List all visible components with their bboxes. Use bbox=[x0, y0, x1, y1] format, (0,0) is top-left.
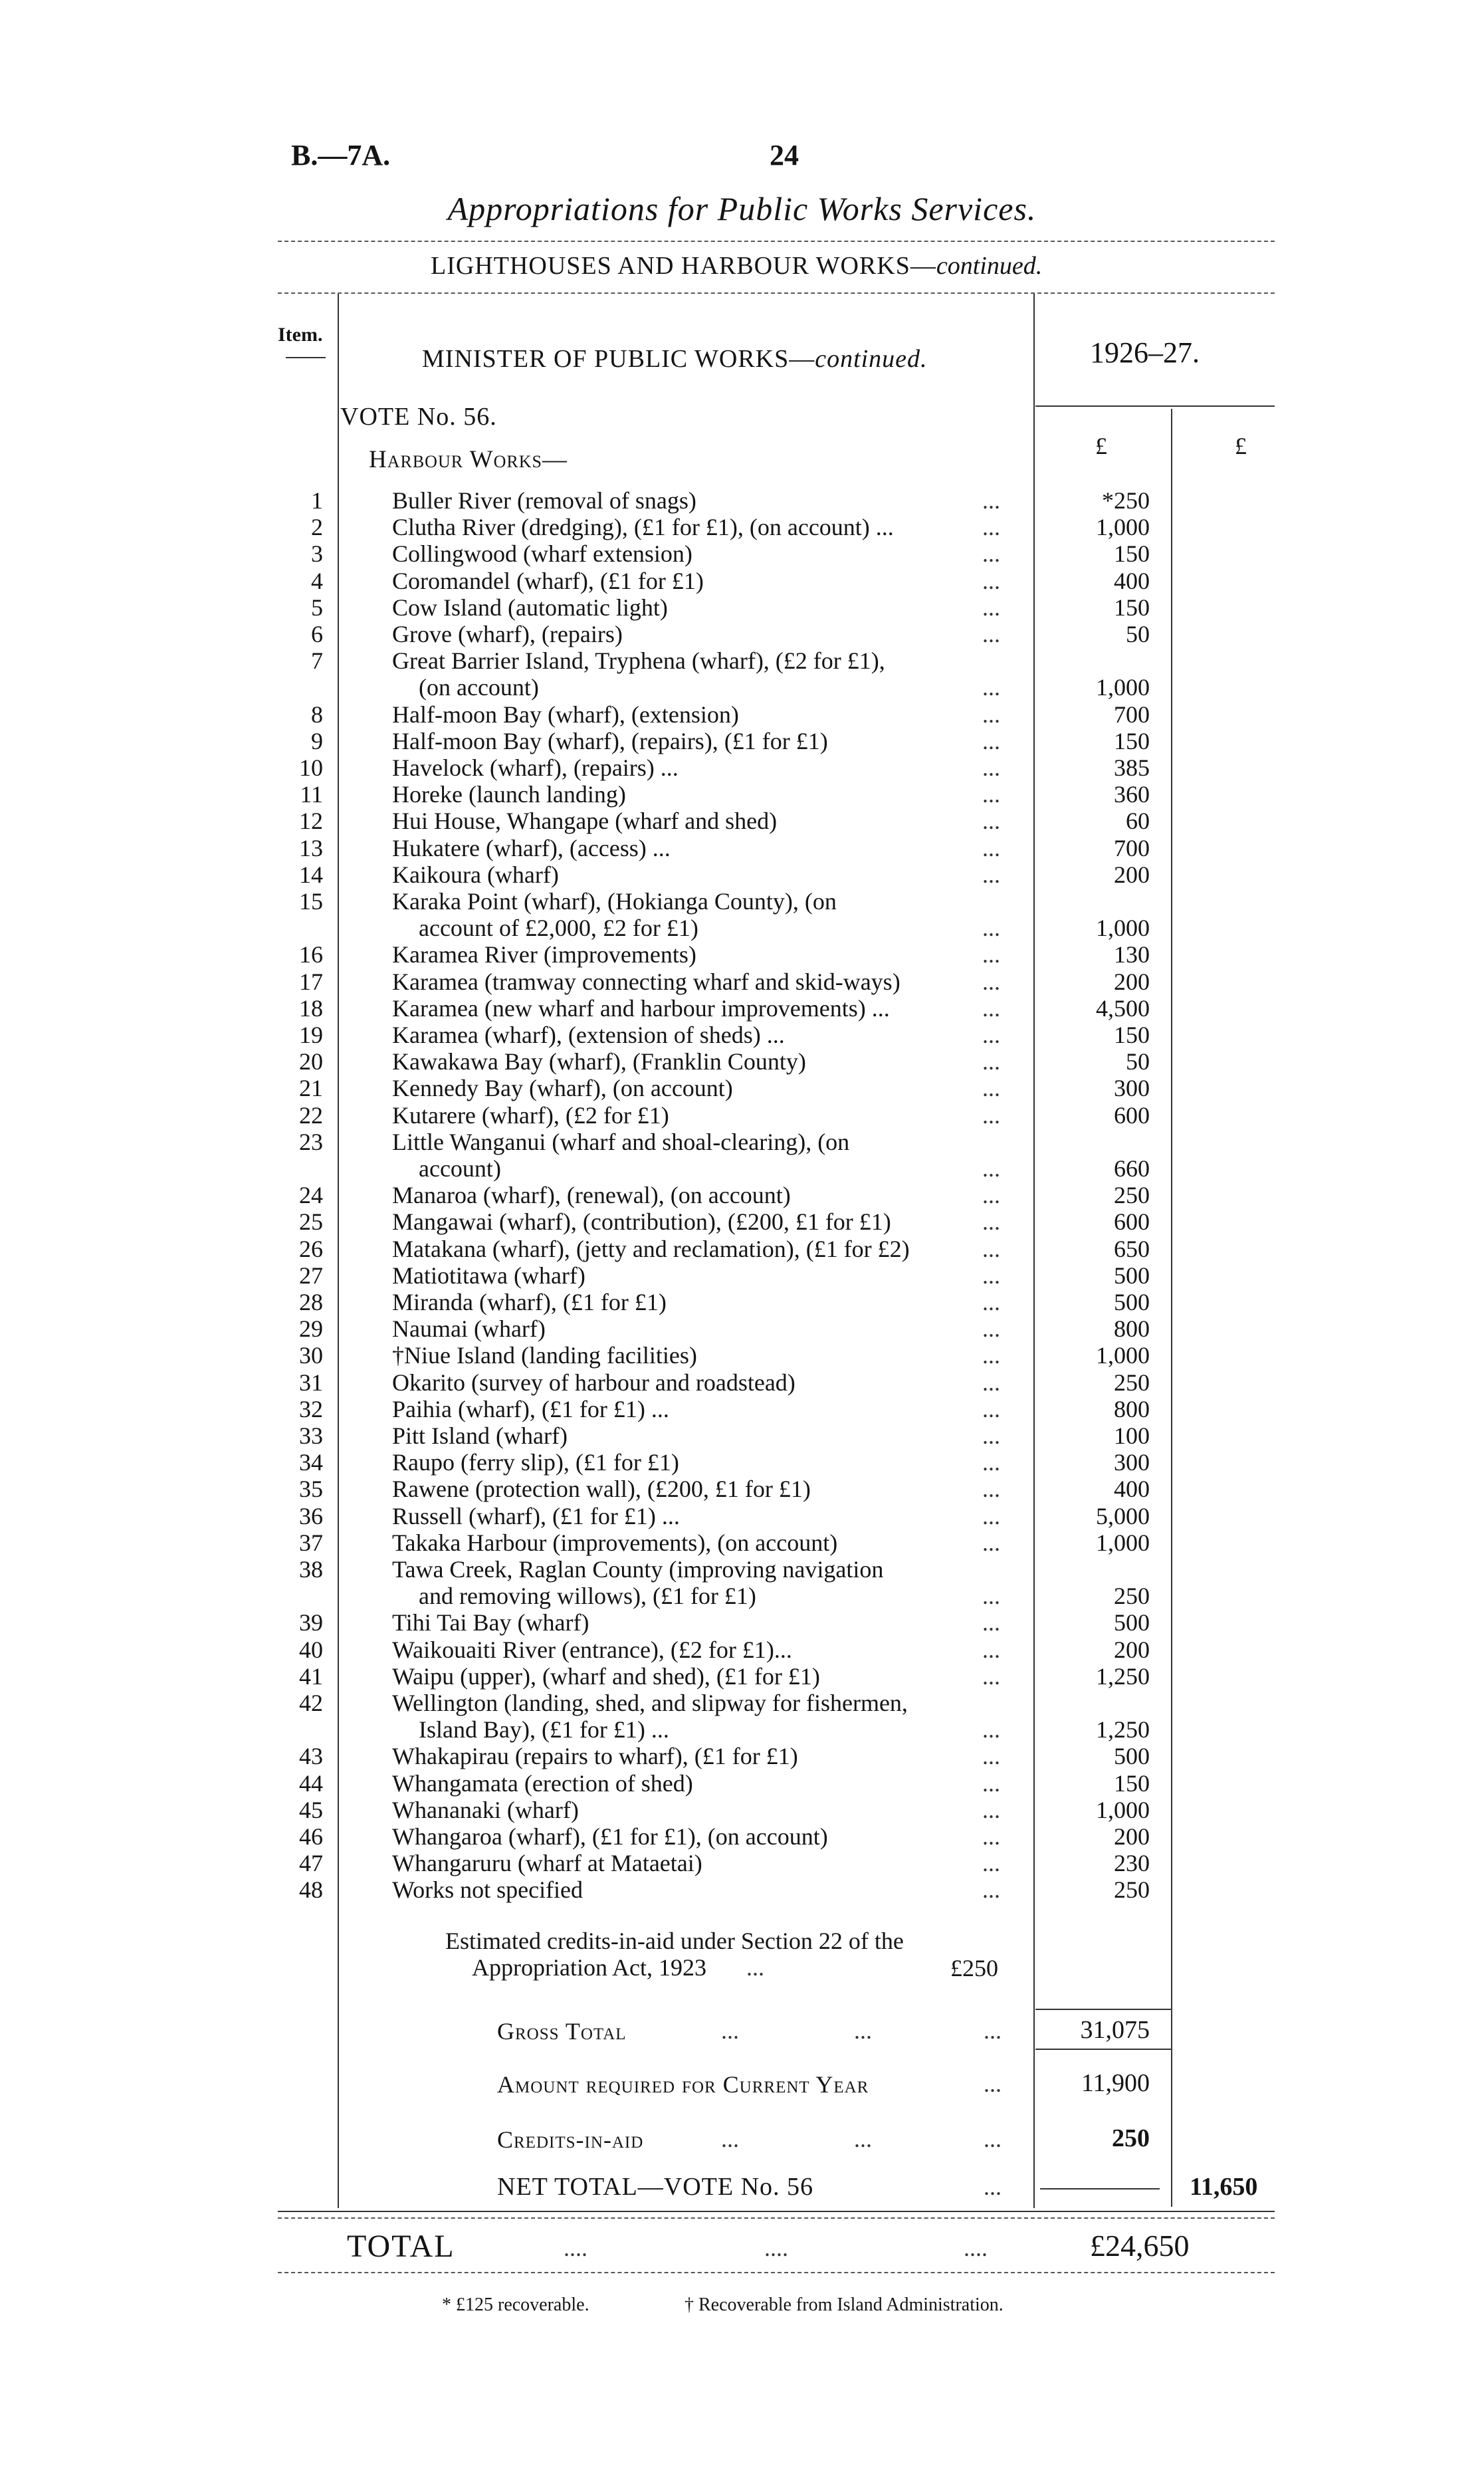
item-description: Clutha River (dredging), (£1 for £1), (on account) ... bbox=[392, 514, 894, 541]
item-number: 8 bbox=[311, 701, 323, 728]
item-description: Horeke (launch landing) bbox=[392, 781, 626, 808]
item-description: Whananaki (wharf) bbox=[392, 1796, 579, 1823]
leader-dots: ... bbox=[982, 1609, 1000, 1636]
net-total-label: NET TOTAL—VOTE No. 56 bbox=[497, 2173, 814, 2201]
item-column-header: Item. bbox=[278, 324, 323, 346]
item-number: 21 bbox=[299, 1075, 323, 1102]
item-amount: 400 bbox=[1114, 1476, 1150, 1503]
item-amount: 660 bbox=[1114, 1155, 1150, 1182]
item-number: 45 bbox=[299, 1796, 323, 1823]
leader-dots: ... bbox=[982, 1716, 1000, 1743]
leader-dots: ... bbox=[982, 674, 1000, 701]
leader-dots: ... bbox=[982, 1022, 1000, 1048]
item-amount: 1,250 bbox=[1096, 1716, 1150, 1743]
credits-note-amount: £250 bbox=[950, 1955, 998, 1981]
leader-dots: ... bbox=[982, 1823, 1000, 1850]
item-description: Buller River (removal of snags) bbox=[392, 487, 696, 514]
item-description: Collingwood (wharf extension) bbox=[392, 540, 692, 568]
leader-dots: ... bbox=[982, 1342, 1000, 1369]
item-number: 47 bbox=[299, 1850, 323, 1877]
item-amount: 50 bbox=[1126, 621, 1150, 647]
leader-dots: ... bbox=[982, 1583, 1000, 1610]
leader-dots: ... bbox=[982, 994, 1000, 1022]
item-number: 17 bbox=[299, 968, 323, 995]
item-description: Hukatere (wharf), (access) ... bbox=[392, 834, 671, 861]
item-amount: 4,500 bbox=[1096, 994, 1150, 1022]
item-number: 43 bbox=[299, 1743, 323, 1770]
leader-dots: ... bbox=[982, 1476, 1000, 1503]
item-number: 23 bbox=[299, 1128, 323, 1155]
item-amount: 200 bbox=[1114, 1823, 1150, 1850]
item-amount: 500 bbox=[1114, 1609, 1150, 1636]
item-number: 30 bbox=[299, 1342, 323, 1369]
item-amount: 300 bbox=[1114, 1449, 1150, 1476]
item-number: 32 bbox=[299, 1395, 323, 1422]
leader-dots: ... bbox=[982, 861, 1000, 888]
item-description: Half-moon Bay (wharf), (extension) bbox=[392, 701, 739, 728]
item-number: 36 bbox=[299, 1502, 323, 1529]
page-number: 24 bbox=[770, 139, 799, 171]
leader-dots: ... bbox=[982, 567, 1000, 594]
net-total-value: 11,650 bbox=[1190, 2173, 1258, 2201]
item-description: Coromandel (wharf), (£1 for £1) bbox=[392, 567, 704, 594]
item-amount: 100 bbox=[1114, 1422, 1150, 1449]
leader-dots: ... bbox=[854, 2126, 872, 2152]
minister-text: MINISTER OF PUBLIC WORKS— bbox=[422, 345, 815, 373]
item-description: Grove (wharf), (repairs) bbox=[392, 621, 623, 647]
item-description: Miranda (wharf), (£1 for £1) bbox=[392, 1289, 667, 1315]
leader-dots: ... bbox=[982, 781, 1000, 808]
item-number: 20 bbox=[299, 1048, 323, 1075]
item-number: 15 bbox=[299, 888, 323, 915]
year-column-header: 1926–27. bbox=[1090, 336, 1200, 369]
item-amount: 500 bbox=[1114, 1262, 1150, 1289]
section-title bbox=[431, 251, 1042, 280]
leader-dots: ... bbox=[982, 754, 1000, 781]
item-number: 41 bbox=[299, 1662, 323, 1690]
item-number: 38 bbox=[299, 1556, 323, 1583]
page-title: Appropriations for Public Works Services. bbox=[447, 190, 1037, 227]
item-description: Half-moon Bay (wharf), (repairs), (£1 for £1) bbox=[392, 727, 828, 754]
item-description: Waikouaiti River (entrance), (£2 for £1)... bbox=[392, 1636, 792, 1663]
item-number: 40 bbox=[299, 1636, 323, 1663]
item-amount: 230 bbox=[1114, 1850, 1150, 1877]
section-title-text: LIGHTHOUSES AND HARBOUR WORKS— bbox=[431, 252, 936, 280]
item-amount: 200 bbox=[1114, 1636, 1150, 1663]
leader-dots: ... bbox=[982, 727, 1000, 754]
credits-note-line2 bbox=[472, 1954, 764, 1981]
item-description: Karamea (new wharf and harbour improvements) ... bbox=[392, 994, 890, 1022]
item-number: 22 bbox=[299, 1101, 323, 1129]
leader-dots: ... bbox=[982, 621, 1000, 647]
item-number: 18 bbox=[299, 994, 323, 1022]
gross-total-value: 31,075 bbox=[1080, 2016, 1150, 2044]
item-number: 31 bbox=[299, 1369, 323, 1396]
current-year-value: 11,900 bbox=[1081, 2069, 1150, 2097]
item-amount: 1,000 bbox=[1096, 915, 1150, 942]
item-description: Matakana (wharf), (jetty and reclamation), (£1 for £2) bbox=[392, 1235, 910, 1262]
leader-dots: ... bbox=[721, 2126, 739, 2152]
item-amount: 50 bbox=[1126, 1048, 1150, 1075]
leader-dots: .... bbox=[964, 2235, 988, 2261]
item-amount: 1,000 bbox=[1096, 1342, 1150, 1369]
item-number: 33 bbox=[299, 1422, 323, 1449]
gross-rule-bottom bbox=[1035, 2049, 1171, 2050]
item-description: account of £2,000, £2 for £1) bbox=[419, 915, 698, 942]
item-amount: 600 bbox=[1114, 1208, 1150, 1236]
item-amount: 150 bbox=[1114, 594, 1150, 621]
credits-note-line2-text: Appropriation Act, 1923 bbox=[472, 1954, 706, 1981]
item-amount: 1,250 bbox=[1096, 1662, 1150, 1690]
footnote-dagger: † Recoverable from Island Administration. bbox=[685, 2295, 1004, 2315]
item-amount: 650 bbox=[1114, 1235, 1150, 1262]
item-description: Pitt Island (wharf) bbox=[392, 1422, 568, 1449]
item-description: Karamea (tramway connecting wharf and skid-ways) bbox=[392, 968, 901, 995]
item-description: Rawene (protection wall), (£200, £1 for £1) bbox=[392, 1476, 811, 1503]
item-description: Mangawai (wharf), (contribution), (£200, £1 for £1) bbox=[392, 1208, 891, 1236]
item-description: Kennedy Bay (wharf), (on account) bbox=[392, 1075, 733, 1102]
gross-rule-top bbox=[1035, 2009, 1171, 2010]
document-code: B.—7A. bbox=[291, 139, 391, 171]
leader-dots: ... bbox=[982, 1155, 1000, 1182]
leader-dots: ... bbox=[984, 2017, 1002, 2044]
item-description: Whangaruru (wharf at Mataetai) bbox=[392, 1850, 702, 1877]
leader-dots: ... bbox=[982, 1369, 1000, 1396]
leader-dots: ... bbox=[982, 1876, 1000, 1904]
item-number: 12 bbox=[299, 808, 323, 835]
minister-suffix: continued. bbox=[815, 345, 928, 373]
item-description: Manaroa (wharf), (renewal), (on account) bbox=[392, 1182, 791, 1209]
item-description: Whangaroa (wharf), (£1 for £1), (on account) bbox=[392, 1823, 828, 1850]
item-number: 19 bbox=[299, 1022, 323, 1048]
item-number: 6 bbox=[311, 621, 323, 647]
leader-dots: ... bbox=[982, 1529, 1000, 1556]
item-amount: 150 bbox=[1114, 1769, 1150, 1797]
item-number: 48 bbox=[299, 1876, 323, 1904]
group-heading: Harbour Works— bbox=[369, 446, 568, 473]
leader-dots: ... bbox=[982, 1422, 1000, 1449]
item-number: 14 bbox=[299, 861, 323, 888]
leader-dots: ... bbox=[982, 1850, 1000, 1877]
item-description: Naumai (wharf) bbox=[392, 1315, 546, 1343]
item-number: 46 bbox=[299, 1823, 323, 1850]
credits-in-aid-label: Credits-in-aid bbox=[497, 2126, 644, 2153]
item-amount: 1,000 bbox=[1096, 1529, 1150, 1556]
item-number: 27 bbox=[299, 1262, 323, 1289]
item-amount: 800 bbox=[1114, 1395, 1150, 1422]
item-description: Island Bay), (£1 for £1) ... bbox=[419, 1716, 669, 1743]
item-amount: 200 bbox=[1114, 861, 1150, 888]
item-number: 1 bbox=[311, 487, 323, 514]
leader-dots: ... bbox=[982, 1662, 1000, 1690]
leader-dots: ... bbox=[982, 1449, 1000, 1476]
item-amount: 250 bbox=[1114, 1876, 1150, 1904]
item-amount: 300 bbox=[1114, 1075, 1150, 1102]
item-description: †Niue Island (landing facilities) bbox=[392, 1342, 697, 1369]
section-title-suffix: continued. bbox=[936, 252, 1043, 280]
leader-dots: ... bbox=[982, 540, 1000, 568]
item-number: 42 bbox=[299, 1690, 323, 1716]
item-amount: 150 bbox=[1114, 540, 1150, 568]
leader-dots: ... bbox=[982, 1048, 1000, 1075]
item-amount: 130 bbox=[1114, 941, 1150, 968]
item-description: Great Barrier Island, Tryphena (wharf), (£2 for £1), bbox=[392, 647, 885, 675]
item-amount: 1,000 bbox=[1096, 514, 1150, 541]
total-rule-bottom bbox=[278, 2272, 1275, 2273]
leader-dots: ... bbox=[854, 2017, 872, 2044]
year-rule bbox=[1035, 405, 1275, 407]
grand-total-label: TOTAL bbox=[347, 2229, 455, 2264]
leader-dots: ... bbox=[982, 1289, 1000, 1315]
item-description: and removing willows), (£1 for £1) bbox=[419, 1583, 756, 1610]
grand-total-value: £24,650 bbox=[1090, 2229, 1190, 2263]
credits-note-line1: Estimated credits-in-aid under Section 22 of the bbox=[445, 1928, 904, 1954]
item-description: Karamea (wharf), (extension of sheds) ... bbox=[392, 1022, 785, 1048]
item-description: account) bbox=[419, 1155, 501, 1182]
item-number: 37 bbox=[299, 1529, 323, 1556]
item-amount: 1,000 bbox=[1096, 674, 1150, 701]
item-description: Tihi Tai Bay (wharf) bbox=[392, 1609, 589, 1636]
item-description: Okarito (survey of harbour and roadstead) bbox=[392, 1369, 795, 1396]
minister-heading bbox=[422, 344, 928, 374]
item-description: Matiotitawa (wharf) bbox=[392, 1262, 585, 1289]
item-number: 26 bbox=[299, 1235, 323, 1262]
item-amount: 250 bbox=[1114, 1182, 1150, 1209]
item-description: Works not specified bbox=[392, 1876, 583, 1904]
item-amount: 500 bbox=[1114, 1289, 1150, 1315]
leader-dots: ... bbox=[982, 1208, 1000, 1236]
item-number: 28 bbox=[299, 1289, 323, 1315]
item-description: Karaka Point (wharf), (Hokianga County), (on bbox=[392, 888, 837, 915]
item-description: Raupo (ferry slip), (£1 for £1) bbox=[392, 1449, 679, 1476]
leader-dots: ... bbox=[746, 1954, 764, 1981]
gross-total-label: Gross Total bbox=[497, 2018, 627, 2045]
item-description: Kawakawa Bay (wharf), (Franklin County) bbox=[392, 1048, 806, 1075]
item-description: (on account) bbox=[419, 674, 539, 701]
item-number: 25 bbox=[299, 1208, 323, 1236]
item-column-divider bbox=[338, 294, 339, 2208]
item-description: Whakapirau (repairs to wharf), (£1 for £1) bbox=[392, 1743, 798, 1770]
item-amount: 250 bbox=[1114, 1369, 1150, 1396]
item-amount: 400 bbox=[1114, 567, 1150, 594]
leader-dots: ... bbox=[984, 2126, 1002, 2152]
item-number: 34 bbox=[299, 1449, 323, 1476]
item-amount: 150 bbox=[1114, 1022, 1150, 1048]
leader-dots: ... bbox=[982, 1182, 1000, 1209]
item-number: 16 bbox=[299, 941, 323, 968]
item-number: 7 bbox=[311, 647, 323, 675]
item-amount: 700 bbox=[1114, 701, 1150, 728]
item-header-dash bbox=[286, 357, 326, 358]
item-description: Tawa Creek, Raglan County (improving navigation bbox=[392, 1556, 884, 1583]
leader-dots: ... bbox=[982, 1395, 1000, 1422]
footnote-star: * £125 recoverable. bbox=[442, 2295, 589, 2315]
leader-dots: ... bbox=[982, 1075, 1000, 1102]
item-number: 39 bbox=[299, 1609, 323, 1636]
leader-dots: ... bbox=[982, 1636, 1000, 1663]
total-rule-top-dashed bbox=[278, 2217, 1275, 2219]
item-description: Russell (wharf), (£1 for £1) ... bbox=[392, 1502, 680, 1529]
item-description: Wellington (landing, shed, and slipway for fishermen, bbox=[392, 1690, 908, 1716]
leader-dots: ... bbox=[982, 941, 1000, 968]
item-description: Havelock (wharf), (repairs) ... bbox=[392, 754, 679, 781]
item-description: Cow Island (automatic light) bbox=[392, 594, 668, 621]
item-amount: 500 bbox=[1114, 1743, 1150, 1770]
item-amount: 600 bbox=[1114, 1101, 1150, 1129]
item-number: 4 bbox=[311, 567, 323, 594]
total-rule-top bbox=[278, 2211, 1275, 2212]
item-description: Hui House, Whangape (wharf and shed) bbox=[392, 808, 778, 835]
leader-dots: ... bbox=[982, 1315, 1000, 1343]
item-number: 29 bbox=[299, 1315, 323, 1343]
leader-dots: ... bbox=[982, 834, 1000, 861]
item-amount: 60 bbox=[1126, 808, 1150, 835]
item-number: 11 bbox=[300, 781, 323, 808]
total-column-divider bbox=[1171, 409, 1172, 2207]
item-amount: 250 bbox=[1114, 1583, 1150, 1610]
item-amount: 360 bbox=[1114, 781, 1150, 808]
vote-heading: VOTE No. 56. bbox=[340, 403, 497, 431]
leader-dots: ... bbox=[982, 1743, 1000, 1770]
item-amount: 800 bbox=[1114, 1315, 1150, 1343]
item-description: Whangamata (erection of shed) bbox=[392, 1769, 693, 1797]
item-amount: 150 bbox=[1114, 727, 1150, 754]
item-amount: *250 bbox=[1102, 487, 1150, 514]
item-number: 13 bbox=[299, 834, 323, 861]
leader-dots: ... bbox=[982, 1101, 1000, 1129]
title-rule bbox=[278, 241, 1275, 242]
leader-dots: ... bbox=[982, 487, 1000, 514]
item-amount: 1,000 bbox=[1096, 1796, 1150, 1823]
leader-dots: ... bbox=[984, 2174, 1002, 2200]
currency-symbol-1: £ bbox=[1095, 433, 1107, 459]
leader-dots: ... bbox=[982, 1235, 1000, 1262]
item-number: 35 bbox=[299, 1476, 323, 1503]
leader-dots: ... bbox=[982, 808, 1000, 835]
item-description: Karamea River (improvements) bbox=[392, 941, 696, 968]
item-number: 3 bbox=[311, 540, 323, 568]
item-description: Paihia (wharf), (£1 for £1) ... bbox=[392, 1395, 669, 1422]
item-amount: 5,000 bbox=[1096, 1502, 1150, 1529]
leader-dots: ... bbox=[982, 1769, 1000, 1797]
item-number: 10 bbox=[299, 754, 323, 781]
leader-dots: ... bbox=[982, 915, 1000, 942]
section-rule bbox=[278, 292, 1275, 294]
net-rule bbox=[1040, 2188, 1160, 2189]
leader-dots: ... bbox=[982, 968, 1000, 995]
leader-dots: ... bbox=[982, 514, 1000, 541]
leader-dots: ... bbox=[982, 701, 1000, 728]
amount-column-divider bbox=[1033, 294, 1035, 2208]
item-number: 24 bbox=[299, 1182, 323, 1209]
item-number: 44 bbox=[299, 1769, 323, 1797]
item-number: 2 bbox=[311, 514, 323, 541]
item-description: Kutarere (wharf), (£2 for £1) bbox=[392, 1101, 669, 1129]
leader-dots: ... bbox=[982, 1262, 1000, 1289]
current-year-label: Amount required for Current Year bbox=[497, 2071, 869, 2098]
item-amount: 700 bbox=[1114, 834, 1150, 861]
item-description: Little Wanganui (wharf and shoal-clearing), (on bbox=[392, 1128, 850, 1155]
leader-dots: ... bbox=[982, 594, 1000, 621]
leader-dots: .... bbox=[764, 2235, 788, 2261]
item-amount: 200 bbox=[1114, 968, 1150, 995]
leader-dots: ... bbox=[982, 1796, 1000, 1823]
leader-dots: .... bbox=[564, 2235, 587, 2261]
credits-in-aid-value: 250 bbox=[1112, 2124, 1150, 2152]
item-description: Waipu (upper), (wharf and shed), (£1 for £1) bbox=[392, 1662, 820, 1690]
item-number: 5 bbox=[311, 594, 323, 621]
leader-dots: ... bbox=[984, 2071, 1002, 2097]
item-description: Takaka Harbour (improvements), (on account) bbox=[392, 1529, 838, 1556]
item-description: Kaikoura (wharf) bbox=[392, 861, 559, 888]
item-number: 9 bbox=[311, 727, 323, 754]
currency-symbol-2: £ bbox=[1235, 433, 1247, 459]
leader-dots: ... bbox=[982, 1502, 1000, 1529]
leader-dots: ... bbox=[721, 2017, 739, 2044]
item-amount: 385 bbox=[1114, 754, 1150, 781]
